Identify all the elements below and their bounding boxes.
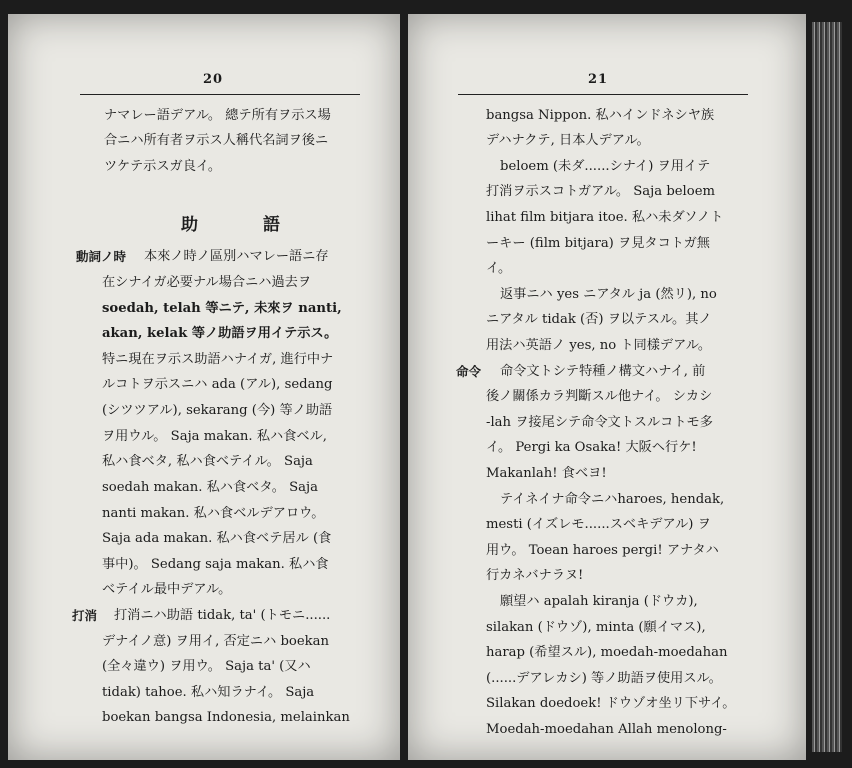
text-line: soedah, telah 等ニテ, 未來ヲ nanti, (102, 301, 342, 316)
side-heading: 動詞ノ時 (76, 249, 127, 264)
text-line: (シツツアル), sekarang (今) 等ノ助語 (102, 403, 333, 418)
header-rule (458, 94, 748, 95)
page-number: 21 (588, 72, 609, 87)
text-line: ーキー (film bitjara) ヲ見タコトガ無 (486, 236, 710, 251)
text-line: イ。 Pergi ka Osaka! 大阪ヘ行ケ! (486, 440, 697, 455)
right-page (408, 14, 806, 760)
text-line: 在シナイガ必要ナル場合ニハ過去ヲ (102, 275, 312, 290)
section-heading: 助 語 (181, 215, 304, 235)
text-line: beloem (未ダ......シナイ) ヲ用イテ (500, 159, 711, 174)
text-line: (全々違ウ) ヲ用ウ。 Saja ta' (又ハ (102, 659, 311, 674)
side-heading: 命令 (456, 364, 482, 379)
text-line: akan, kelak 等ノ助語ヲ用イテ示ス。 (102, 326, 338, 341)
text-line: Silakan doedoek! ドウゾオ坐リ下サイ。 (486, 696, 736, 711)
text-line: 打消ヲ示スコトガアル。 Saja beloem (486, 184, 716, 199)
text-line: ツケテ示スガ良イ。 (104, 159, 222, 174)
text-line: 私ハ食ベタ, 私ハ食ベテイル。 Saja (102, 454, 313, 469)
text-line: Makanlah! 食ベヨ! (486, 466, 607, 481)
text-line: 特ニ現在ヲ示ス助語ハナイガ, 進行中ナ (102, 352, 334, 367)
text-line: 用法ハ英語ノ yes, no ト同樣デアル。 (486, 338, 712, 353)
text-line: bangsa Nippon. 私ハインドネシヤ族 (486, 108, 715, 123)
text-line: 本來ノ時ノ區別ハマレー語ニ存 (144, 249, 329, 264)
text-line: テイネイナ命令ニハharoes, hendak, (500, 492, 725, 507)
text-line: mesti (イズレモ......スベキデアル) ヲ (486, 517, 711, 532)
text-line: ルコトヲ示スニハ ada (アル), sedang (102, 377, 333, 392)
text-line: デナイノ意) ヲ用イ, 否定ニハ boekan (102, 634, 329, 649)
text-line: soedah makan. 私ハ食ベタ。 Saja (102, 480, 318, 495)
text-line: harap (希望スル), moedah-moedahan (486, 645, 728, 660)
side-heading: 打消 (72, 608, 98, 623)
text-line: 命令文トシテ特種ノ構文ハナイ, 前 (500, 364, 706, 379)
text-line: 事中)。 Sedang saja makan. 私ハ食 (102, 557, 329, 572)
text-line: ナマレー語デアル。 總テ所有ヲ示ス場 (104, 108, 331, 123)
text-line: silakan (ドウゾ), minta (願イマス), (486, 620, 706, 635)
text-line: 用ウ。 Toean haroes pergi! アナタハ (486, 543, 719, 558)
text-line: 合ニハ所有者ヲ示ス人稱代名詞ヲ後ニ (104, 133, 329, 148)
text-line: ベテイル最中デアル。 (102, 582, 232, 597)
text-line: lihat film bitjara itoe. 私ハ未ダソノト (486, 210, 724, 225)
text-line: (......デアレカシ) 等ノ助語ヲ使用スル。 (486, 671, 722, 686)
text-line: イ。 (486, 261, 512, 276)
text-line: ヲ用ウル。 Saja makan. 私ハ食ベル, (102, 429, 327, 444)
text-line: 後ノ關係カラ判斷スル他ナイ。 シカシ (486, 389, 713, 404)
text-line: デハナクテ, 日本人デアル。 (486, 133, 650, 148)
text-line: Moedah-moedahan Allah menolong- (486, 722, 727, 737)
header-rule (80, 94, 360, 95)
text-line: -lah ヲ接尾シテ命令文トスルコトモ多 (486, 415, 713, 430)
page-number: 20 (203, 72, 224, 87)
text-line: Saja ada makan. 私ハ食ベテ居ル (食 (102, 531, 332, 546)
text-line: 行カネバナラヌ! (486, 568, 584, 583)
text-line: tidak) tahoe. 私ハ知ラナイ。 Saja (102, 685, 315, 700)
text-line: 返事ニハ yes ニアタル ja (然リ), no (500, 287, 717, 302)
left-page (8, 14, 400, 760)
text-line: nanti makan. 私ハ食ベルデアロウ。 (102, 506, 325, 521)
text-line: ニアタル tidak (否) ヲ以テスル。其ノ (486, 312, 712, 327)
text-line: boekan bangsa Indonesia, melainkan (102, 710, 350, 725)
text-line: 願望ハ apalah kiranja (ドウカ), (500, 594, 698, 609)
page-edges (812, 22, 842, 752)
text-line: 打消ニハ助語 tidak, ta' (トモニ...... (114, 608, 331, 623)
